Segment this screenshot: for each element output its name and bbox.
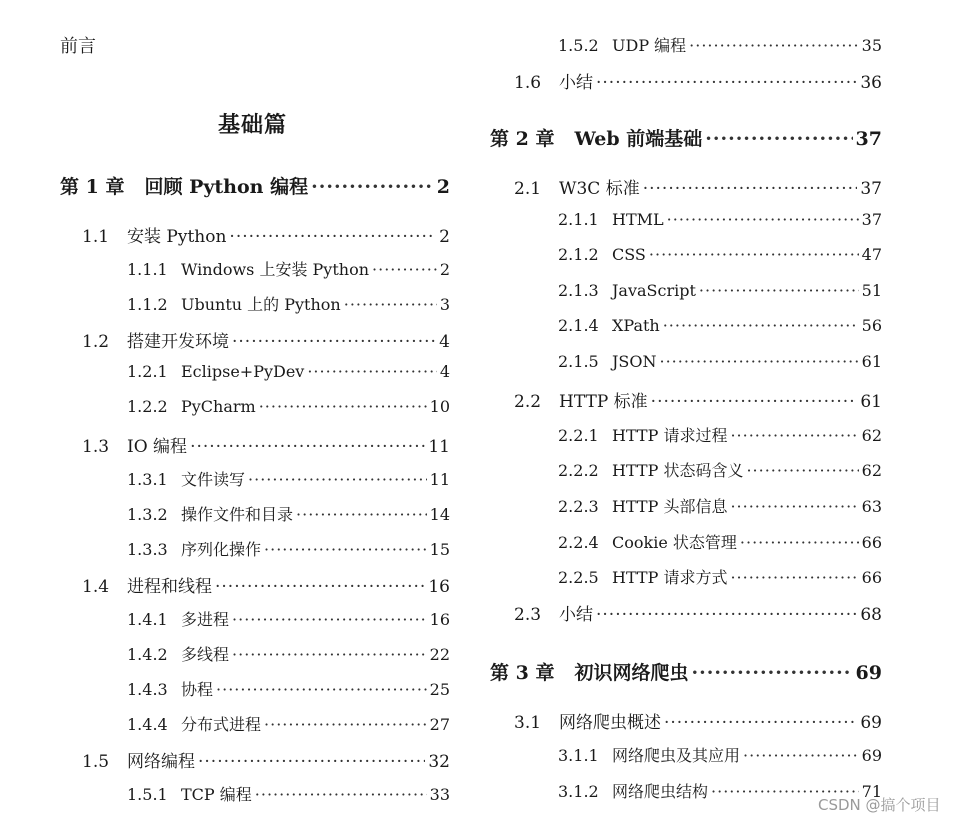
toc-entry-sub[interactable]: [127, 712, 450, 735]
part-title: 基础篇: [218, 112, 288, 138]
toc-entry-number: 1.4.3: [127, 680, 168, 699]
toc-dot-leader: [730, 426, 858, 445]
toc-entry-title: 网络编程: [127, 752, 195, 772]
toc-entry-section[interactable]: [514, 708, 882, 733]
toc-entry-title: 安装 Python: [127, 227, 227, 247]
toc-dot-leader: [664, 713, 857, 733]
toc-dot-leader: [643, 179, 858, 199]
toc-entry-sub[interactable]: [127, 257, 450, 280]
toc-entry-number: 2.1.3: [558, 281, 599, 300]
toc-entry-page: 35: [861, 36, 882, 55]
toc-entry-sub[interactable]: [127, 537, 450, 560]
toc-entry-number: 第 1 章: [60, 176, 125, 198]
toc-entry-page: 36: [860, 73, 882, 93]
toc-entry-number: 1.4.4: [127, 715, 168, 734]
toc-entry-page: 14: [429, 505, 450, 524]
toc-entry-number: 1.4.2: [127, 645, 168, 664]
toc-entry-title: HTML: [612, 210, 664, 229]
toc-entry-section[interactable]: [82, 432, 450, 457]
toc-entry-sub[interactable]: [558, 245, 882, 264]
toc-entry-title: 小结: [559, 605, 593, 625]
toc-entry-title: IO 编程: [127, 437, 188, 457]
toc-dot-leader: [229, 227, 436, 247]
toc-dot-leader: [667, 210, 859, 229]
toc-entry-page: 4: [439, 332, 450, 352]
toc-entry-page: 16: [429, 610, 450, 629]
toc-entry-sub[interactable]: [558, 494, 882, 517]
toc-entry-page: 68: [860, 605, 882, 625]
toc-entry-number: 3.1.2: [558, 782, 599, 801]
toc-entry-page: 11: [428, 437, 450, 457]
toc-entry-sub[interactable]: [558, 743, 882, 766]
toc-dot-leader: [691, 662, 852, 684]
toc-dot-leader: [649, 245, 859, 264]
toc-entry-number: 2.3: [514, 605, 542, 625]
toc-entry-page: 2: [436, 176, 450, 198]
toc-entry-title: 序列化操作: [181, 540, 262, 559]
toc-entry-page: 32: [428, 752, 450, 772]
toc-entry-title: HTTP 头部信息: [612, 497, 728, 516]
toc-dot-leader: [259, 397, 427, 416]
toc-entry-section[interactable]: [82, 747, 450, 772]
toc-entry-section[interactable]: [514, 68, 882, 93]
toc-entry-sub[interactable]: [127, 502, 450, 525]
toc-entry-sub[interactable]: [558, 316, 882, 335]
toc-entry-section[interactable]: [514, 600, 882, 625]
toc-dot-leader: [730, 568, 858, 587]
toc-entry-number: 1.1.2: [127, 295, 168, 314]
toc-entry-number: 1.1.1: [127, 260, 168, 279]
toc-dot-leader: [743, 746, 859, 765]
toc-entry-page: 11: [429, 470, 450, 489]
toc-entry-page: 66: [861, 533, 882, 552]
toc-entry-page: 69: [855, 662, 882, 684]
toc-dot-leader: [705, 128, 852, 150]
toc-entry-number: 2.2.2: [558, 461, 599, 480]
toc-entry-page: 25: [429, 680, 450, 699]
toc-entry-title: 协程: [181, 680, 214, 699]
toc-entry-title: HTTP 请求过程: [612, 426, 728, 445]
toc-dot-leader: [198, 752, 425, 772]
toc-entry-number: 1.5: [82, 752, 110, 772]
toc-entry-chapter[interactable]: [60, 172, 450, 199]
toc-entry-number: 2.2.5: [558, 568, 599, 587]
toc-entry-title: XPath: [612, 316, 660, 335]
toc-entry-title: Eclipse+PyDev: [181, 362, 305, 381]
toc-entry-page: 63: [861, 497, 882, 516]
toc-entry-title: JavaScript: [612, 281, 696, 300]
toc-entry-section[interactable]: [514, 387, 882, 412]
toc-entry-title: 进程和线程: [127, 577, 212, 597]
toc-entry-number: 第 3 章: [490, 662, 555, 684]
toc-entry-page: 71: [861, 782, 882, 801]
toc-entry-number: 2.1.5: [558, 352, 599, 371]
toc-entry-title: 网络爬虫概述: [559, 713, 661, 733]
toc-entry-title: Cookie 状态管理: [612, 533, 737, 552]
toc-dot-leader: [264, 715, 427, 734]
toc-entry-page: 37: [860, 179, 882, 199]
toc-entry-number: 1.4: [82, 577, 110, 597]
toc-entry-sub[interactable]: [127, 607, 450, 630]
toc-entry-number: 2.2: [514, 392, 542, 412]
toc-entry-title: W3C 标准: [559, 179, 640, 199]
toc-entry-title: HTTP 状态码含义: [612, 461, 744, 480]
toc-entry-page: 37: [855, 128, 882, 150]
toc-entry-sub[interactable]: [558, 33, 882, 56]
toc-dot-leader: [190, 437, 425, 457]
toc-entry-title: CSS: [612, 245, 646, 264]
toc-entry-number: 2.1.4: [558, 316, 599, 335]
toc-entry-sub[interactable]: [127, 467, 450, 490]
toc-entry-number: 第 2 章: [490, 128, 555, 150]
toc-dot-leader: [663, 316, 859, 335]
toc-entry-section[interactable]: [82, 572, 450, 597]
toc-dot-leader: [372, 260, 437, 279]
toc-entry-page: 62: [861, 461, 882, 480]
toc-entry-sub[interactable]: [127, 677, 450, 700]
toc-entry-sub[interactable]: [127, 782, 450, 805]
toc-entry-title: Web 前端基础: [574, 128, 703, 150]
toc-entry-title: 分布式进程: [181, 715, 262, 734]
toc-dot-leader: [344, 295, 437, 314]
toc-entry-page: 37: [861, 210, 882, 229]
toc-dot-leader: [232, 645, 427, 664]
toc-entry-page: 27: [429, 715, 450, 734]
toc-entry-page: 69: [861, 746, 882, 765]
toc-entry-title: PyCharm: [181, 397, 256, 416]
toc-dot-leader: [730, 497, 858, 516]
toc-entry-title: 网络爬虫及其应用: [612, 746, 741, 765]
toc-entry-page: 10: [429, 397, 450, 416]
toc-entry-title: 文件读写: [181, 470, 246, 489]
toc-entry-title: TCP 编程: [181, 785, 252, 804]
toc-entry-page: 2: [439, 260, 450, 279]
toc-entry-number: 1.4.1: [127, 610, 168, 629]
toc-dot-leader: [596, 605, 857, 625]
toc-dot-leader: [596, 73, 857, 93]
toc-entry-title: 多进程: [181, 610, 230, 629]
toc-dot-leader: [216, 680, 427, 699]
toc-dot-leader: [232, 332, 436, 352]
toc-dot-leader: [746, 461, 858, 480]
toc-dot-leader: [699, 281, 859, 300]
toc-dot-leader: [660, 352, 859, 371]
toc-entry-chapter[interactable]: [490, 124, 882, 151]
toc-entry-number: 2.2.1: [558, 426, 599, 445]
toc-dot-leader: [232, 610, 427, 629]
toc-entry-number: 2.1.1: [558, 210, 599, 229]
toc-entry-title: 回顾 Python 编程: [144, 176, 309, 198]
toc-entry-number: 1.1: [82, 227, 110, 247]
toc-entry-title: 多线程: [181, 645, 230, 664]
toc-entry-sub[interactable]: [558, 530, 882, 553]
toc-entry-title: 初识网络爬虫: [574, 662, 689, 684]
toc-entry-number: 1.3.3: [127, 540, 168, 559]
toc-entry-title: HTTP 请求方式: [612, 568, 728, 587]
toc-entry-number: 1.3.2: [127, 505, 168, 524]
toc-entry-page: 56: [861, 316, 882, 335]
toc-dot-leader: [264, 540, 427, 559]
toc-dot-leader: [689, 36, 858, 55]
toc-entry-section[interactable]: [82, 222, 450, 247]
toc-entry-sub[interactable]: [558, 210, 882, 229]
toc-entry-title: 操作文件和目录: [181, 505, 294, 524]
toc-entry-page: 4: [439, 362, 450, 381]
toc-entry-number: 2.1: [514, 179, 542, 199]
toc-entry-number: 3.1: [514, 713, 542, 733]
toc-entry-title: 小结: [559, 73, 593, 93]
toc-entry-chapter[interactable]: [490, 658, 882, 685]
toc-dot-leader: [296, 505, 427, 524]
toc-dot-leader: [307, 362, 436, 381]
csdn-watermark: CSDN @搞个项目: [818, 796, 941, 814]
toc-entry-title: 网络爬虫结构: [612, 782, 709, 801]
toc-entry-sub[interactable]: [127, 292, 450, 315]
toc-entry-title: JSON: [612, 352, 657, 371]
toc-entry-number: 3.1.1: [558, 746, 599, 765]
toc-dot-leader: [255, 785, 427, 804]
toc-entry-page: 62: [861, 426, 882, 445]
toc-entry-page: 66: [861, 568, 882, 587]
toc-entry-title: Ubuntu 上的 Python: [181, 295, 341, 314]
toc-dot-leader: [311, 176, 434, 198]
toc-entry-number: 1.2.2: [127, 397, 168, 416]
toc-entry-page: 16: [428, 577, 450, 597]
toc-entry-number: 1.2.1: [127, 362, 168, 381]
toc-entry-page: 3: [439, 295, 450, 314]
toc-entry-number: 2.2.3: [558, 497, 599, 516]
toc-entry-sub[interactable]: [558, 423, 882, 446]
toc-entry-page: 61: [861, 352, 882, 371]
toc-entry-page: 51: [861, 281, 882, 300]
front-label: 前言: [60, 36, 96, 57]
toc-entry-number: 1.3: [82, 437, 110, 457]
toc-entry-number: 1.5.1: [127, 785, 168, 804]
toc-dot-leader: [248, 470, 427, 489]
toc-entry-title: Windows 上安装 Python: [181, 260, 370, 279]
toc-entry-number: 1.5.2: [558, 36, 599, 55]
toc-entry-page: 61: [860, 392, 882, 412]
toc-entry-number: 1.3.1: [127, 470, 168, 489]
toc-entry-page: 47: [861, 245, 882, 264]
toc-entry-title: 搭建开发环境: [127, 332, 229, 352]
toc-entry-page: 22: [429, 645, 450, 664]
toc-entry-sub[interactable]: [558, 352, 882, 371]
toc-entry-number: 2.1.2: [558, 245, 599, 264]
toc-entry-number: 1.6: [514, 73, 542, 93]
toc-entry-title: UDP 编程: [612, 36, 687, 55]
toc-entry-sub[interactable]: [558, 565, 882, 588]
toc-entry-title: HTTP 标准: [559, 392, 648, 412]
toc-dot-leader: [651, 392, 858, 412]
toc-dot-leader: [215, 577, 425, 597]
toc-entry-sub[interactable]: [127, 362, 450, 381]
toc-entry-page: 69: [860, 713, 882, 733]
toc-entry-sub[interactable]: [127, 642, 450, 665]
toc-entry-section[interactable]: [82, 327, 450, 352]
toc-entry-sub[interactable]: [558, 458, 882, 481]
toc-entry-number: 1.2: [82, 332, 110, 352]
toc-entry-page: 2: [439, 227, 450, 247]
toc-entry-page: 15: [429, 540, 450, 559]
toc-entry-sub[interactable]: [127, 397, 450, 416]
toc-entry-sub[interactable]: [558, 281, 882, 300]
toc-dot-leader: [740, 533, 859, 552]
toc-entry-number: 2.2.4: [558, 533, 599, 552]
toc-entry-page: 33: [429, 785, 450, 804]
toc-entry-section[interactable]: [514, 174, 882, 199]
